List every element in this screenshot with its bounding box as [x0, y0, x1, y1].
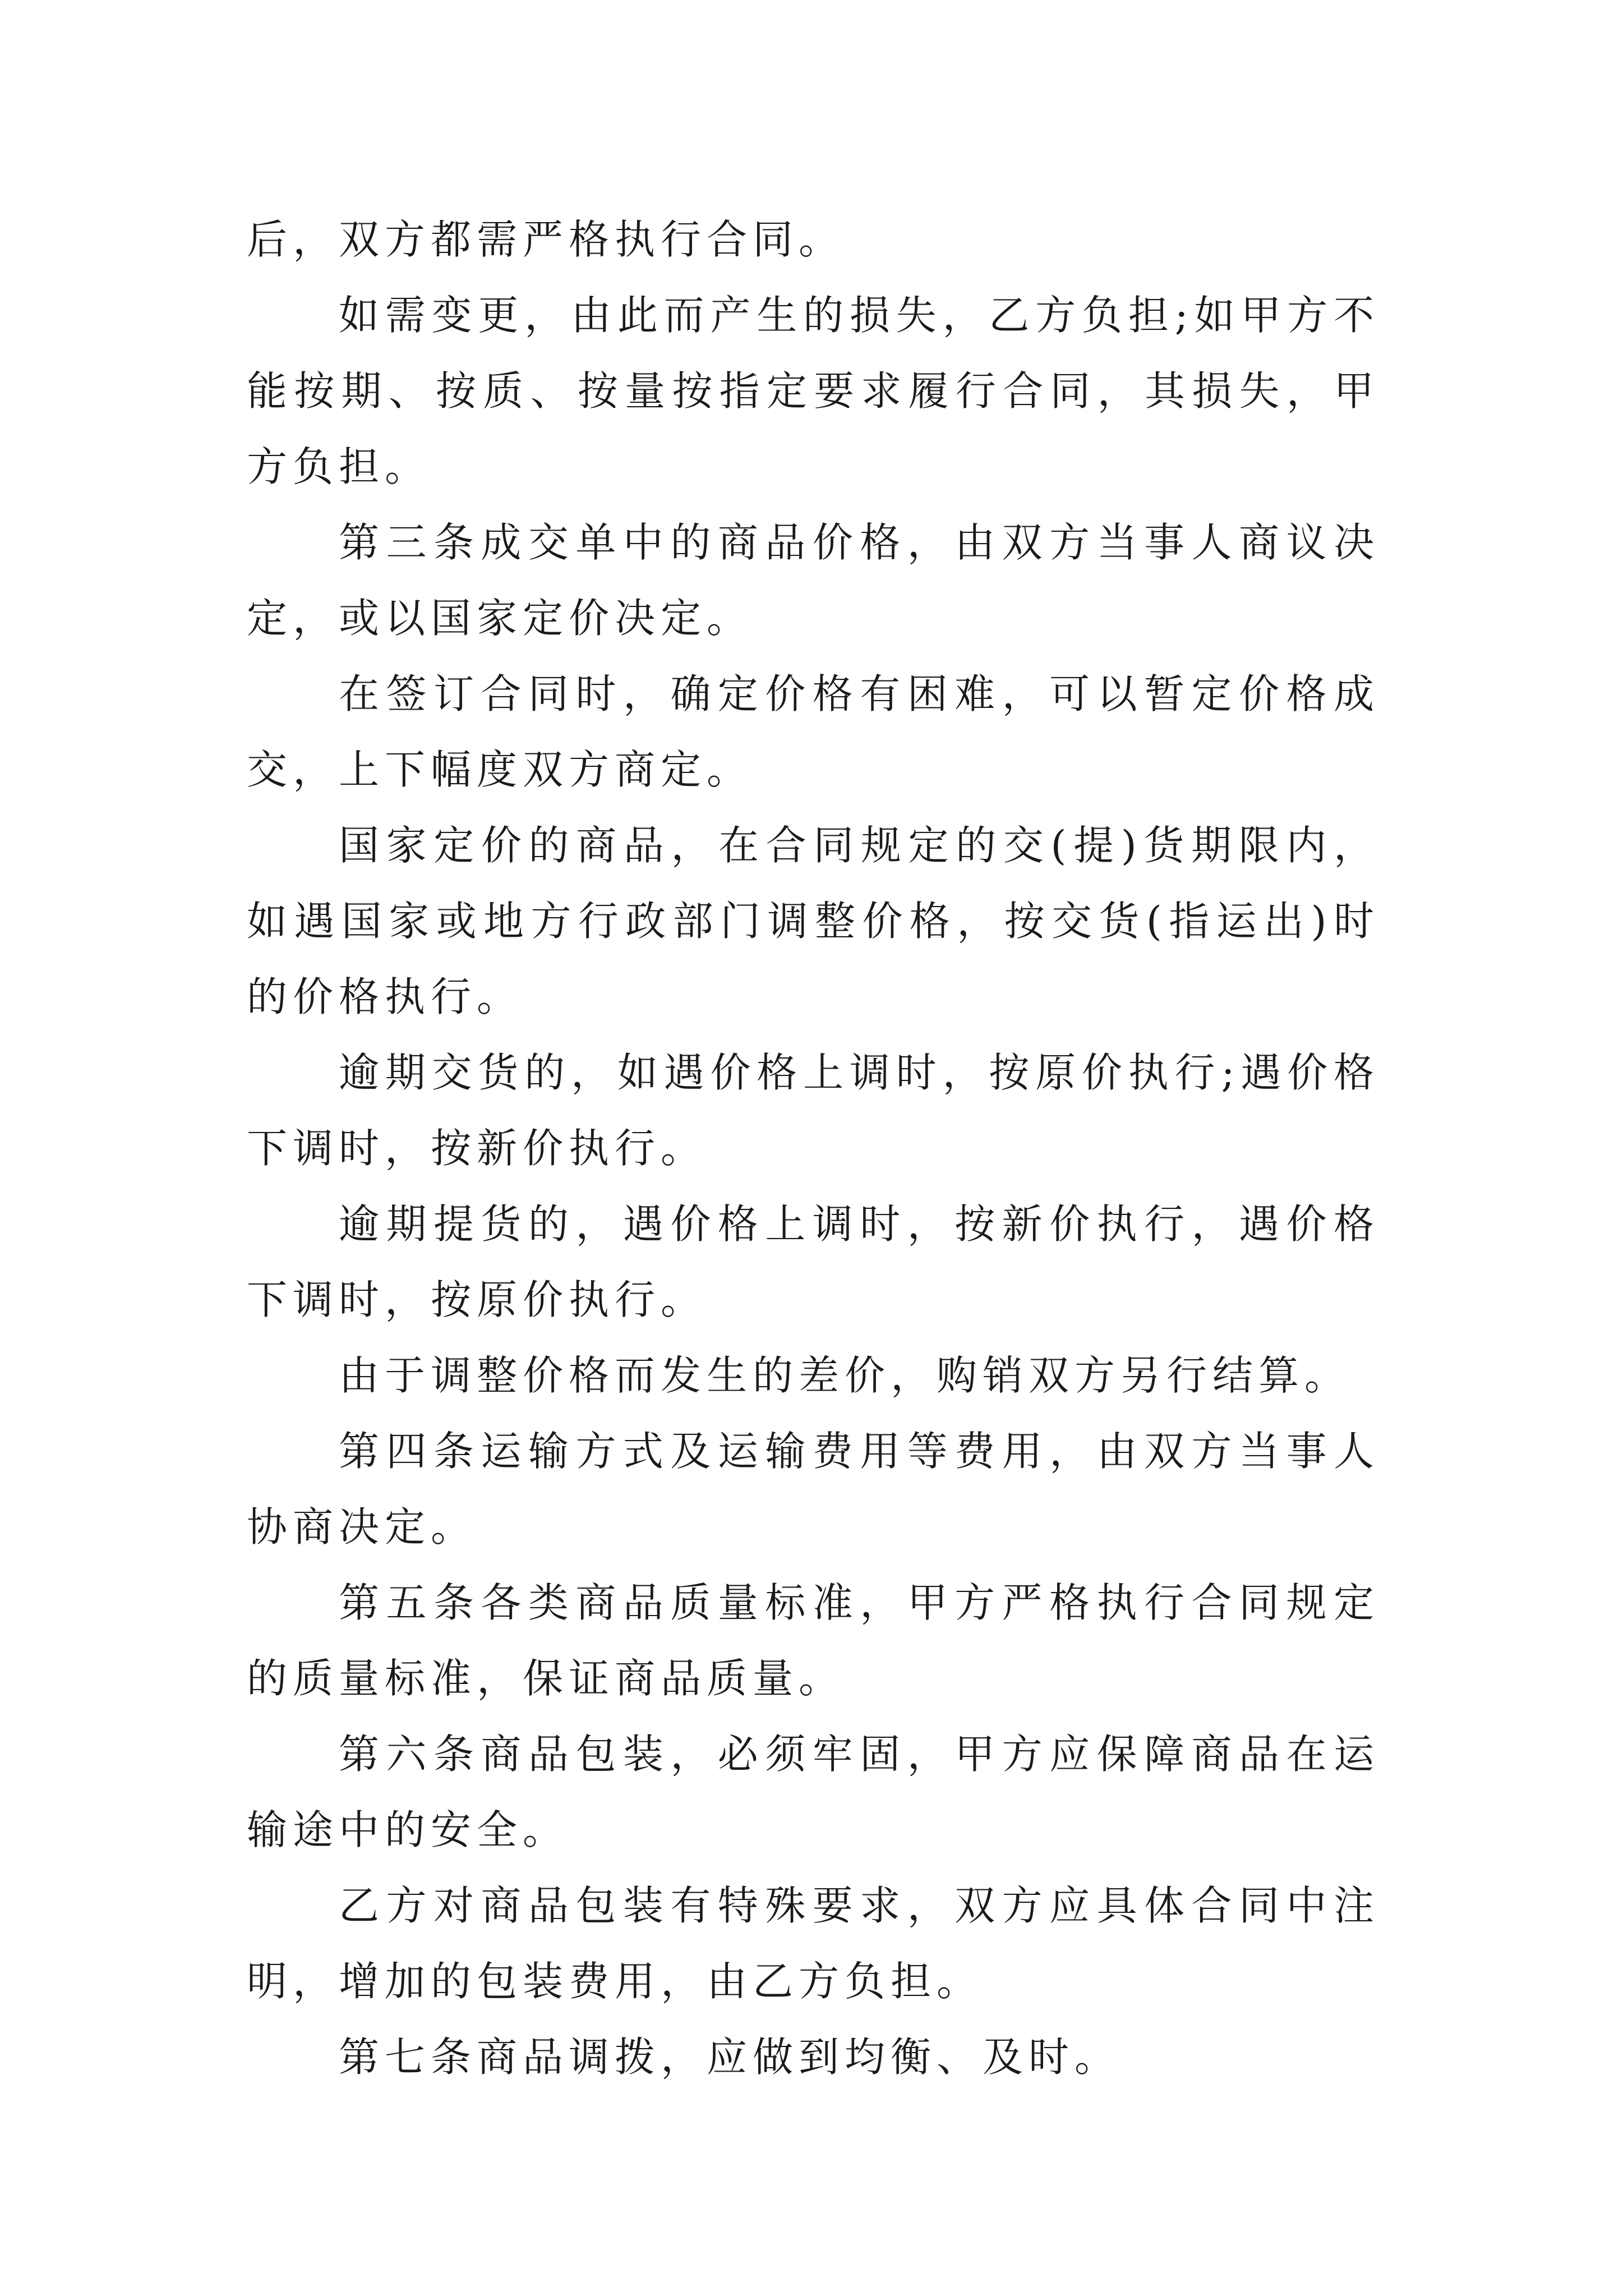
- paragraph-1: 后，双方都需严格执行合同。: [247, 216, 845, 263]
- paragraph-11: 第六条商品包装，必须牢固，甲方应保障商品在运输途中的安全。: [247, 1731, 1380, 1853]
- paragraph-9: 第四条运输方式及运输费用等费用，由双方当事人协商决定。: [247, 1428, 1380, 1550]
- paragraph-13: 第七条商品调拨，应做到均衡、及时。: [339, 2033, 1121, 2081]
- paragraph-10: 第五条各类商品质量标准，甲方严格执行合同规定的质量标准，保证商品质量。: [247, 1579, 1380, 1702]
- paragraph-3: 第三条成交单中的商品价格，由双方当事人商议决定，或以国家定价决定。: [247, 519, 1380, 642]
- paragraph-5: 国家定价的商品，在合同规定的交(提)货期限内，如遇国家或地方行政部门调整价格，按交货(指运出)时的价格执行。: [247, 822, 1380, 1020]
- paragraph-7: 逾期提货的，遇价格上调时，按新价执行，遇价格下调时，按原价执行。: [247, 1200, 1380, 1323]
- paragraph-8: 由于调整价格而发生的差价，购销双方另行结算。: [339, 1352, 1351, 1399]
- paragraph-4: 在签订合同时，确定价格有困难，可以暂定价格成交，上下幅度双方商定。: [247, 670, 1380, 793]
- paragraph-2: 如需变更，由此而产生的损失，乙方负担;如甲方不能按期、按质、按量按指定要求履行合同，其损失，甲方负担。: [247, 292, 1380, 490]
- paragraph-6: 逾期交货的，如遇价格上调时，按原价执行;遇价格下调时，按新价执行。: [247, 1049, 1380, 1172]
- paragraph-12: 乙方对商品包装有特殊要求，双方应具体合同中注明，增加的包装费用，由乙方负担。: [247, 1882, 1380, 2005]
- document-body: [247, 202, 1380, 2095]
